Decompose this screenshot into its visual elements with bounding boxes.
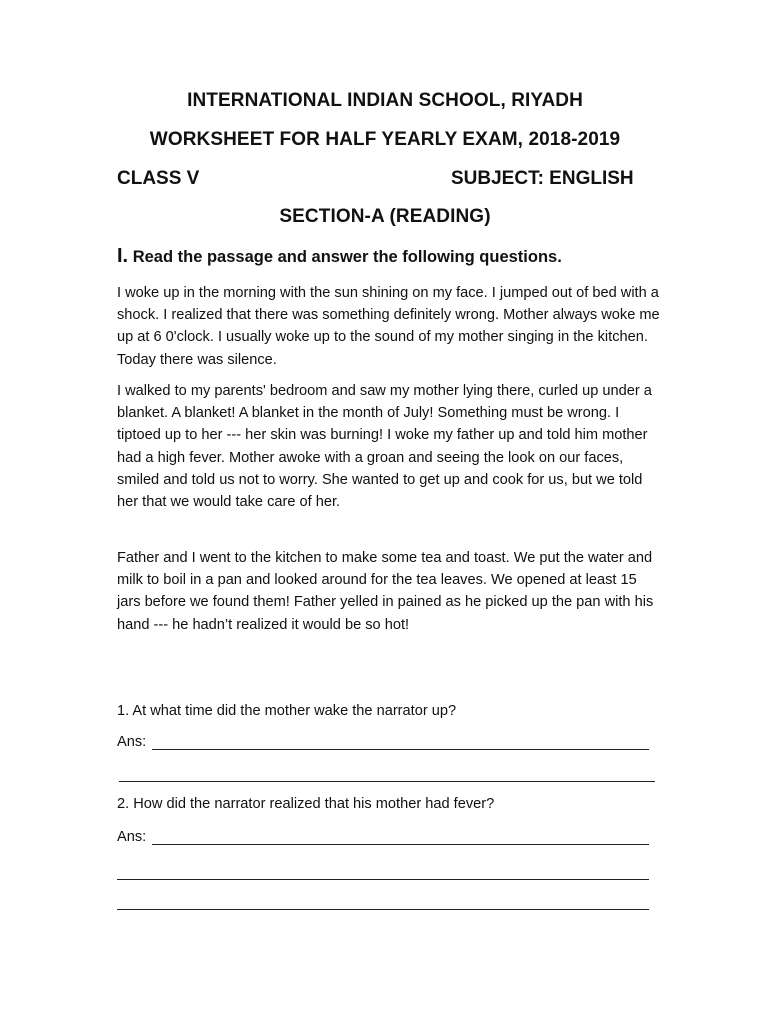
answer-label-1: Ans: [117,734,147,750]
answer-blank-line-1b[interactable] [119,781,655,782]
subject-label: SUBJECT: ENGLISH [451,168,634,189]
passage-paragraph-3: Father and I went to the kitchen to make some tea and toast. We put the water and milk to boil in a pan and looked around for the tea leaves. We opened at least 15 jars before we found them! Father yelled in pained as he picked up the pan with his hand --- he hadn’t realized it would be so hot! [117,550,654,633]
passage-paragraph-2: I walked to my parents' bedroom and saw my mother lying there, curled up under a blanket. A blanket! A blanket in the month of July! Something must be wrong. I tiptoed up to her --- her skin was burning! I woke my father up and told him mother had a high fever. Mother awoke with a groan and seeing the look on our faces, smiled and told us not to worry. She wanted to get up and cook for us, but we told her that we would take care of her. [117,383,652,511]
answer-line-1[interactable] [152,735,649,750]
answer-blank-line-2b[interactable] [117,879,649,880]
question-1: 1. At what time did the mother wake the narrator up? [117,703,457,719]
class-label: CLASS V [117,168,200,189]
answer-row-1 [117,734,649,750]
school-name: INTERNATIONAL INDIAN SCHOOL, RIYADH [187,90,583,111]
instruction-numeral: I. [117,245,129,267]
answer-row-2 [117,829,649,845]
answer-blank-line-2c[interactable] [117,909,649,910]
instruction-text: Read the passage and answer the following questions. [128,248,562,266]
passage-paragraph-1: I woke up in the morning with the sun shining on my face. I jumped out of bed with a shock. I realized that there was something definitely wrong. Mother always woke me up at 6 0'clock. I usually woke up to the sound of my mother singing in the kitchen. Today there was silence. [117,285,660,368]
answer-line-2[interactable] [152,830,649,845]
answer-label-2: Ans: [117,829,147,845]
section-heading: SECTION-A (READING) [279,206,491,227]
class-subject-line [117,168,637,190]
instruction-heading [117,245,562,268]
worksheet-title: WORKSHEET FOR HALF YEARLY EXAM, 2018-2019 [149,129,621,150]
question-2: 2. How did the narrator realized that his mother had fever? [117,796,495,812]
